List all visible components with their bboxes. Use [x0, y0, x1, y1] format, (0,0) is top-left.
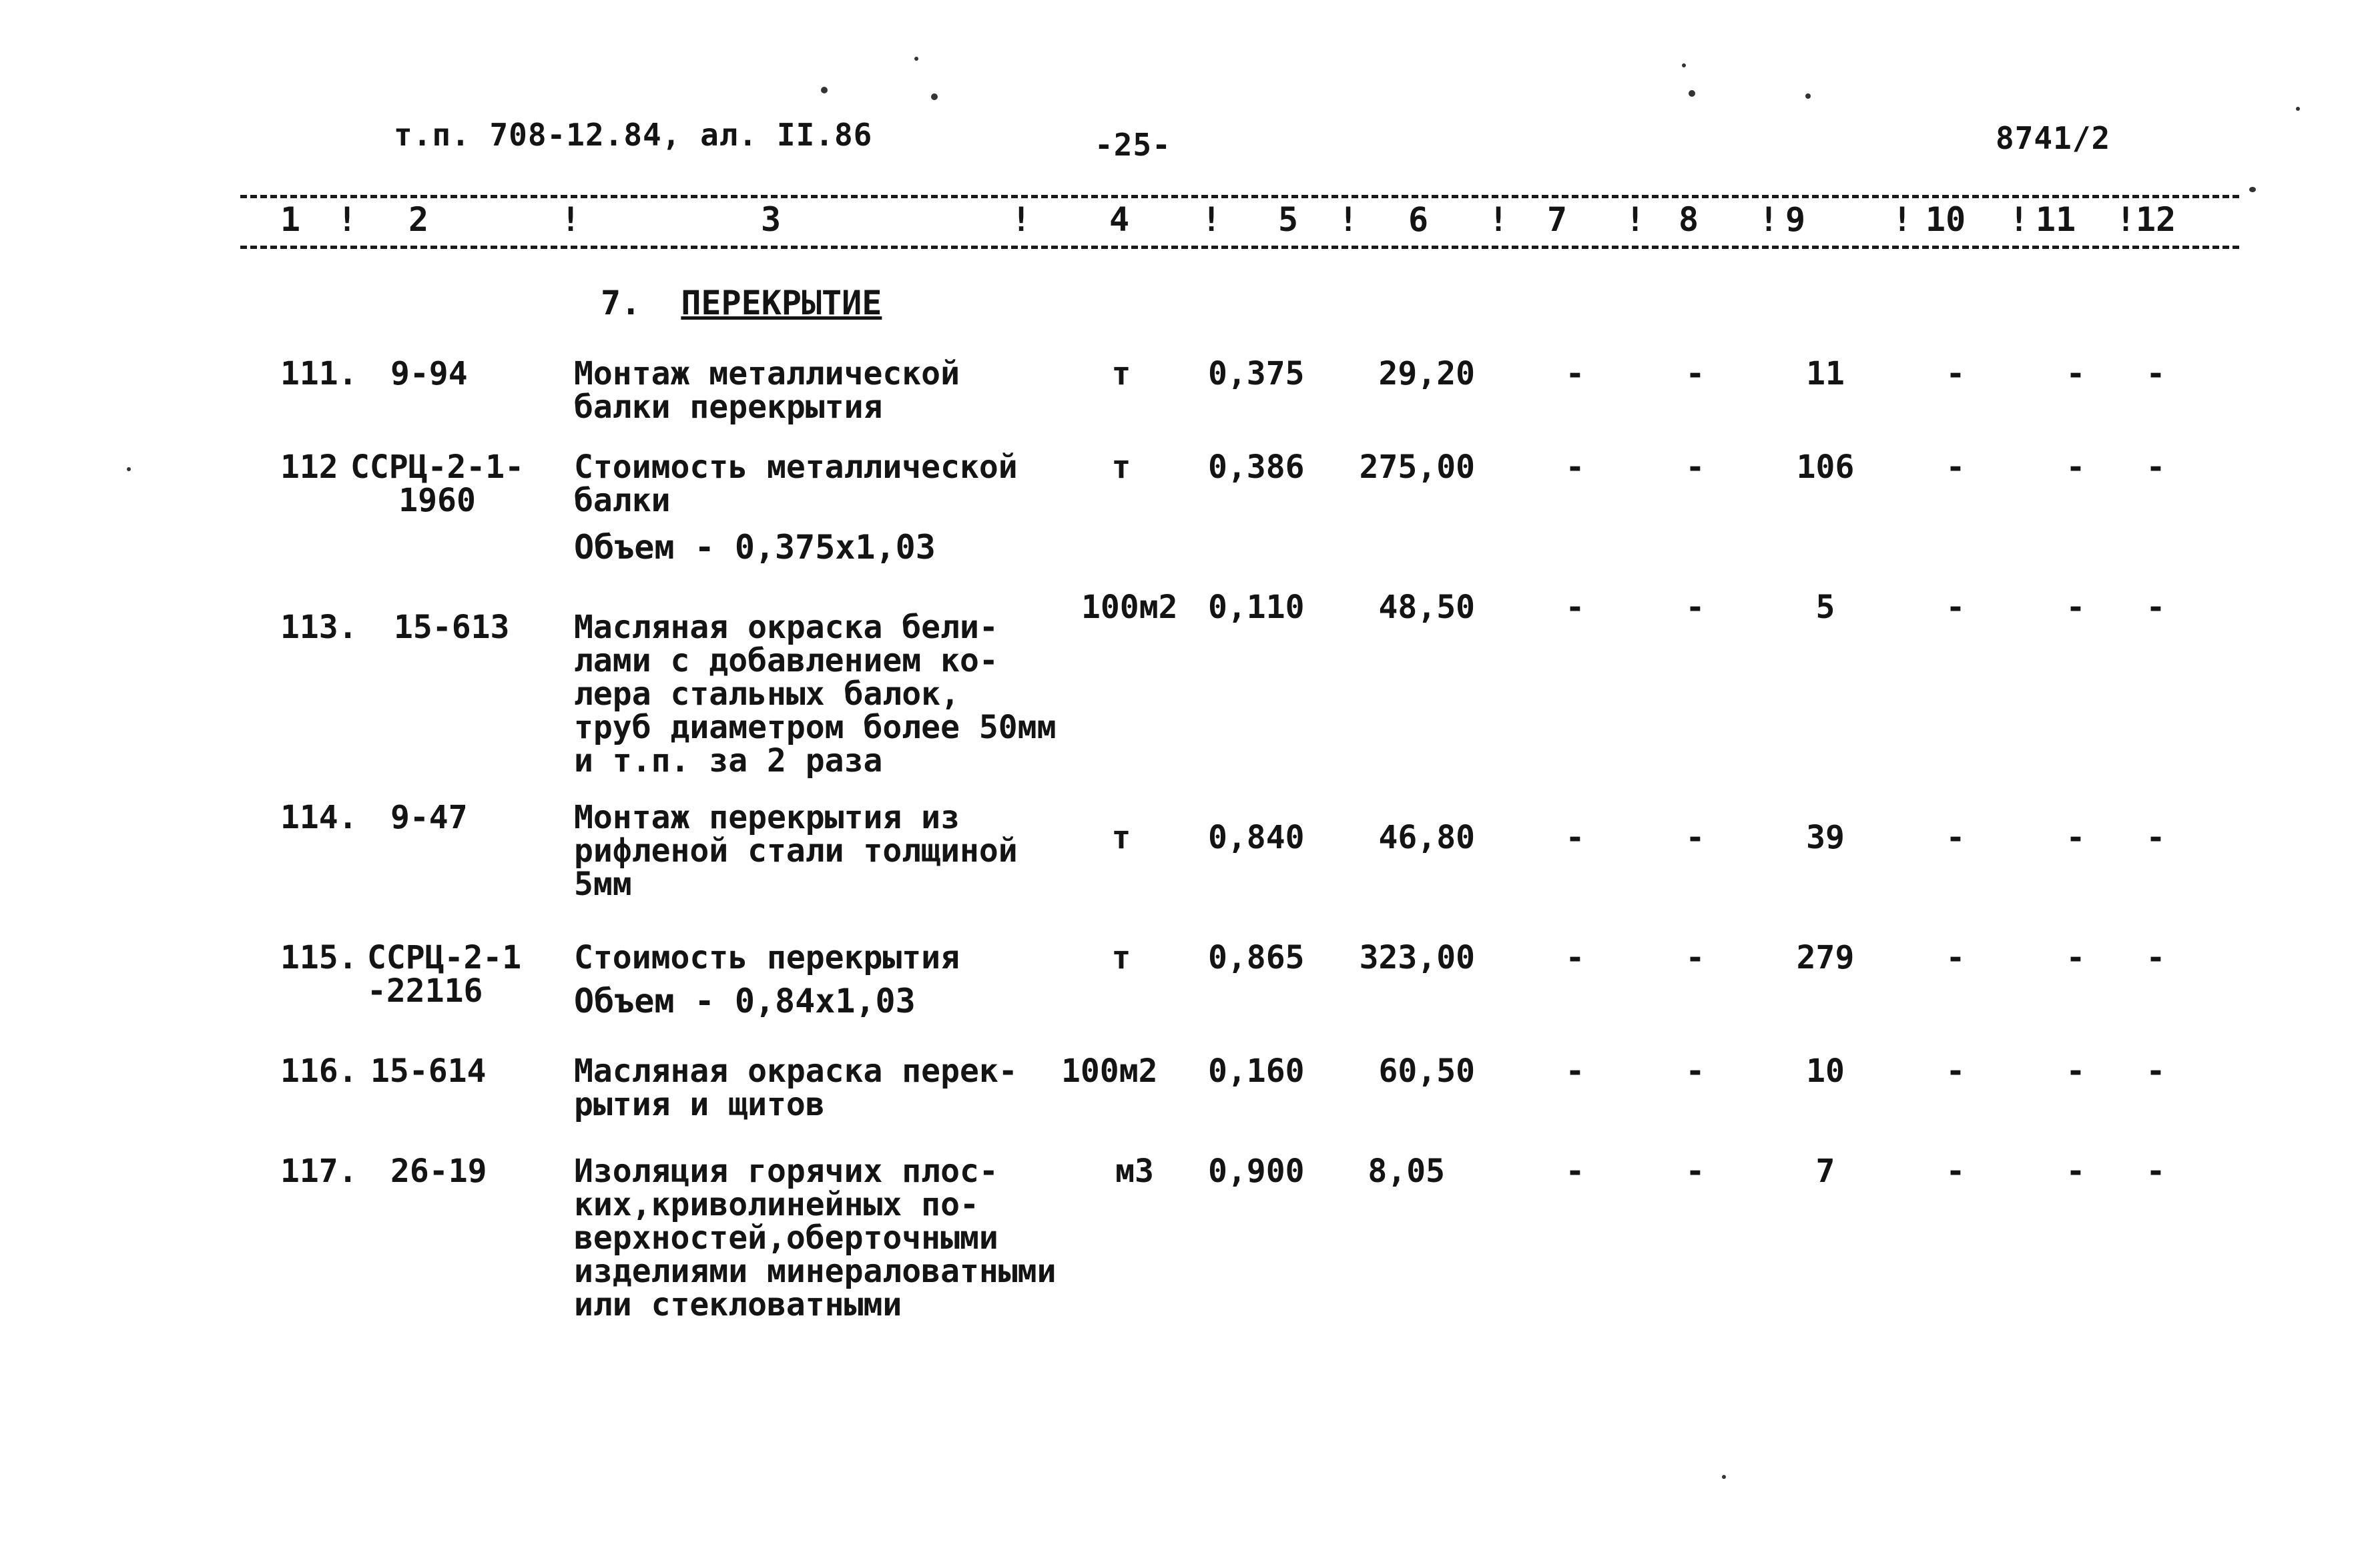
column-number-8: 8 — [1679, 200, 1699, 239]
row-col-9: 106 — [1796, 448, 1855, 486]
column-number-6: 6 — [1408, 200, 1429, 239]
row-col-7: - — [1565, 819, 1585, 856]
description-line: лами с добавлением ко- — [574, 642, 998, 679]
column-separator: ! — [1338, 200, 1359, 239]
description-line: изделиями минераловатными — [574, 1253, 1057, 1290]
code-line: -22116 — [367, 972, 483, 1010]
description-line: Монтаж перекрытия из — [574, 799, 960, 836]
row-unit: т — [1111, 939, 1131, 976]
row-quantity: 0,386 — [1208, 448, 1305, 486]
scan-speck — [1682, 63, 1686, 67]
row-quantity: 0,900 — [1208, 1153, 1305, 1190]
column-number-9: 9 — [1785, 200, 1806, 239]
column-number-3: 3 — [761, 200, 782, 239]
row-unit: т — [1111, 819, 1131, 856]
column-separator: ! — [2009, 200, 2030, 239]
row-col-10: - — [1946, 355, 1966, 392]
row-description — [574, 448, 1018, 567]
row-col-11: - — [2066, 448, 2086, 486]
description-line: рифленой стали толщиной — [574, 832, 1018, 870]
row-description — [574, 357, 960, 424]
row-unit: т — [1111, 448, 1131, 486]
document-number: 8741/2 — [1996, 120, 2111, 156]
row-quantity: 0,375 — [1208, 355, 1305, 392]
description-line: лера стальных балок, — [574, 675, 960, 713]
row-price: 8,05 — [1368, 1153, 1445, 1190]
description-line: Стоимость металлической — [574, 448, 1018, 486]
row-col-10: - — [1946, 448, 1966, 486]
section-heading — [601, 284, 882, 322]
description-line: труб диаметром более 50мм — [574, 709, 1057, 746]
scan-speck — [1689, 90, 1695, 97]
row-col-11: - — [2066, 589, 2086, 626]
row-col-12: - — [2146, 939, 2166, 976]
row-code: 9-94 — [390, 355, 468, 392]
code-line: ССРЦ-2-1 — [367, 939, 522, 976]
row-col-10: - — [1946, 589, 1966, 626]
column-number-1: 1 — [280, 200, 301, 239]
scan-speck — [914, 57, 918, 61]
scan-speck — [1805, 93, 1811, 99]
description-line: или стекловатными — [574, 1286, 902, 1323]
row-number: 111. — [280, 355, 358, 392]
row-col-8: - — [1685, 355, 1705, 392]
scan-speck — [1722, 1475, 1726, 1479]
row-col-12: - — [2146, 1153, 2166, 1190]
volume-note: Объем - 0,375х1,03 — [574, 528, 936, 567]
column-separator: ! — [1892, 200, 1913, 239]
description-line: и т.п. за 2 раза — [574, 742, 883, 780]
scan-speck — [931, 93, 938, 100]
description-line: Монтаж металлической — [574, 355, 960, 392]
row-unit: 100м2 — [1061, 1052, 1158, 1090]
row-col-12: - — [2146, 589, 2166, 626]
column-number-10: 10 — [1925, 200, 1966, 239]
row-col-9: 10 — [1806, 1052, 1845, 1090]
row-col-10: - — [1946, 1153, 1966, 1190]
row-code: 9-47 — [390, 799, 468, 836]
row-col-9: 11 — [1806, 355, 1845, 392]
row-col-10: - — [1946, 819, 1966, 856]
column-number-7: 7 — [1547, 200, 1568, 239]
row-col-12: - — [2146, 819, 2166, 856]
row-number: 115. — [280, 939, 358, 976]
row-col-11: - — [2066, 1052, 2086, 1090]
document-reference: т.п. 708-12.84, ал. II.86 — [394, 117, 873, 153]
row-description — [574, 611, 1056, 778]
row-col-9: 279 — [1796, 939, 1855, 976]
description-line: балки перекрытия — [574, 388, 883, 426]
row-col-11: - — [2066, 1153, 2086, 1190]
row-code — [367, 941, 521, 1008]
column-number-11: 11 — [2036, 200, 2076, 239]
column-separator: ! — [1201, 200, 1222, 239]
column-number-2: 2 — [408, 200, 429, 239]
row-price: 60,50 — [1378, 1052, 1475, 1090]
description-line: 5мм — [574, 866, 632, 903]
column-separator: ! — [2116, 200, 2136, 239]
row-number: 117. — [280, 1153, 358, 1190]
description-line: Изоляция горячих плос- — [574, 1153, 998, 1190]
row-col-7: - — [1565, 355, 1585, 392]
row-col-8: - — [1685, 819, 1705, 856]
description-line: Масляная окраска бели- — [574, 609, 998, 646]
row-col-7: - — [1565, 448, 1585, 486]
row-col-12: - — [2146, 448, 2166, 486]
description-line: ких,криволинейных по- — [574, 1186, 979, 1223]
row-quantity: 0,110 — [1208, 589, 1305, 626]
row-col-9: 39 — [1806, 819, 1845, 856]
row-col-8: - — [1685, 1153, 1705, 1190]
row-description — [574, 941, 960, 1018]
row-quantity: 0,840 — [1208, 819, 1305, 856]
row-col-11: - — [2066, 355, 2086, 392]
row-col-8: - — [1685, 1052, 1705, 1090]
row-col-9: 5 — [1815, 589, 1835, 626]
row-number: 113. — [280, 609, 358, 646]
row-col-12: - — [2146, 1052, 2166, 1090]
row-col-8: - — [1685, 448, 1705, 486]
row-quantity: 0,160 — [1208, 1052, 1305, 1090]
scan-speck — [127, 467, 131, 471]
row-description — [574, 1054, 1018, 1121]
column-header-top-rule — [240, 195, 2239, 198]
section-number: 7. — [601, 284, 641, 322]
column-number-5: 5 — [1278, 200, 1299, 239]
column-number-4: 4 — [1109, 200, 1130, 239]
description-line: Стоимость перекрытия — [574, 939, 960, 976]
row-col-8: - — [1685, 939, 1705, 976]
description-line: рытия и щитов — [574, 1086, 825, 1123]
column-separator: ! — [1625, 200, 1646, 239]
code-line: ССРЦ-2-1- — [350, 448, 525, 486]
row-code — [350, 450, 524, 517]
column-number-12: 12 — [2136, 200, 2176, 239]
row-price: 323,00 — [1359, 939, 1475, 976]
column-header-bottom-rule — [240, 246, 2239, 249]
row-number: 112 — [280, 448, 338, 486]
page-number: -25- — [1095, 127, 1171, 163]
column-separator: ! — [1759, 200, 1779, 239]
description-line: верхностей,оберточными — [574, 1219, 998, 1257]
column-separator: ! — [1488, 200, 1509, 239]
description-line: балки — [574, 482, 671, 519]
row-price: 46,80 — [1378, 819, 1475, 856]
column-separator: ! — [337, 200, 358, 239]
row-quantity: 0,865 — [1208, 939, 1305, 976]
row-col-7: - — [1565, 1052, 1585, 1090]
row-price: 48,50 — [1378, 589, 1475, 626]
row-number: 114. — [280, 799, 358, 836]
row-description — [574, 801, 1018, 901]
volume-note: Объем - 0,84х1,03 — [574, 982, 916, 1020]
row-col-12: - — [2146, 355, 2166, 392]
row-price: 29,20 — [1378, 355, 1475, 392]
scan-speck — [2249, 187, 2256, 192]
row-col-7: - — [1565, 589, 1585, 626]
row-unit: м3 — [1115, 1153, 1154, 1190]
row-code: 15-613 — [394, 609, 510, 646]
column-separator: ! — [561, 200, 581, 239]
row-col-7: - — [1565, 939, 1585, 976]
row-code: 26-19 — [390, 1153, 487, 1190]
row-unit: 100м2 — [1081, 589, 1178, 626]
row-col-9: 7 — [1815, 1153, 1835, 1190]
row-col-10: - — [1946, 1052, 1966, 1090]
row-number: 116. — [280, 1052, 358, 1090]
row-unit: т — [1111, 355, 1131, 392]
column-separator: ! — [1011, 200, 1032, 239]
description-line: Масляная окраска перек- — [574, 1052, 1018, 1090]
row-col-11: - — [2066, 819, 2086, 856]
section-title: ПЕРЕКРЫТИЕ — [681, 284, 882, 322]
row-description — [574, 1155, 1056, 1321]
row-col-10: - — [1946, 939, 1966, 976]
code-line: 1960 — [398, 482, 476, 519]
row-price: 275,00 — [1359, 448, 1475, 486]
row-code: 15-614 — [370, 1052, 487, 1090]
scan-speck — [2296, 107, 2300, 111]
row-col-8: - — [1685, 589, 1705, 626]
row-col-11: - — [2066, 939, 2086, 976]
scan-speck — [821, 87, 828, 93]
row-col-7: - — [1565, 1153, 1585, 1190]
